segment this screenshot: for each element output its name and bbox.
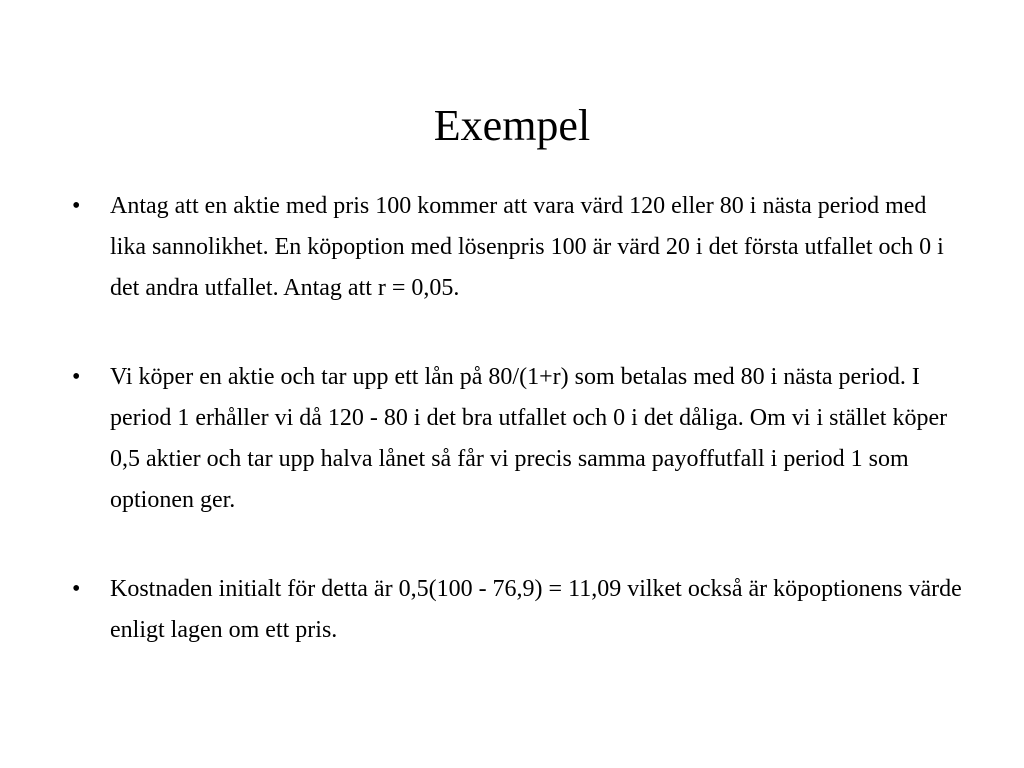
bullet-item	[72, 357, 962, 521]
bullet-icon: •	[72, 576, 81, 602]
bullet-icon: •	[72, 364, 81, 390]
slide-title: Exempel	[433, 101, 591, 150]
bullet-item	[72, 186, 962, 309]
bullet-text: Kostnaden initialt för detta är 0,5(100 - 76,9) = 11,09 vilket också är köpoptionens värde enligt lagen om ett pris.	[110, 576, 962, 643]
bullet-text: Antag att en aktie med pris 100 kommer att vara värd 120 eller 80 i nästa period med lika sannolikhet. En köpoption med lösenpris 100 är värd 20 i det första utfallet och 0 i det andra utfallet. Antag att r = 0,05.	[110, 193, 944, 301]
bullet-icon: •	[72, 193, 81, 219]
bullet-text: Vi köper en aktie och tar upp ett lån på 80/(1+r) som betalas med 80 i nästa period. I period 1 erhåller vi då 120 - 80 i det bra utfallet och 0 i det dåliga. Om vi i stället köper 0,5 aktier och tar upp halva lånet så får vi precis samma payoffutfall i period 1 som optionen ger.	[110, 364, 948, 513]
bullet-list	[72, 186, 962, 651]
bullet-item	[72, 569, 962, 651]
